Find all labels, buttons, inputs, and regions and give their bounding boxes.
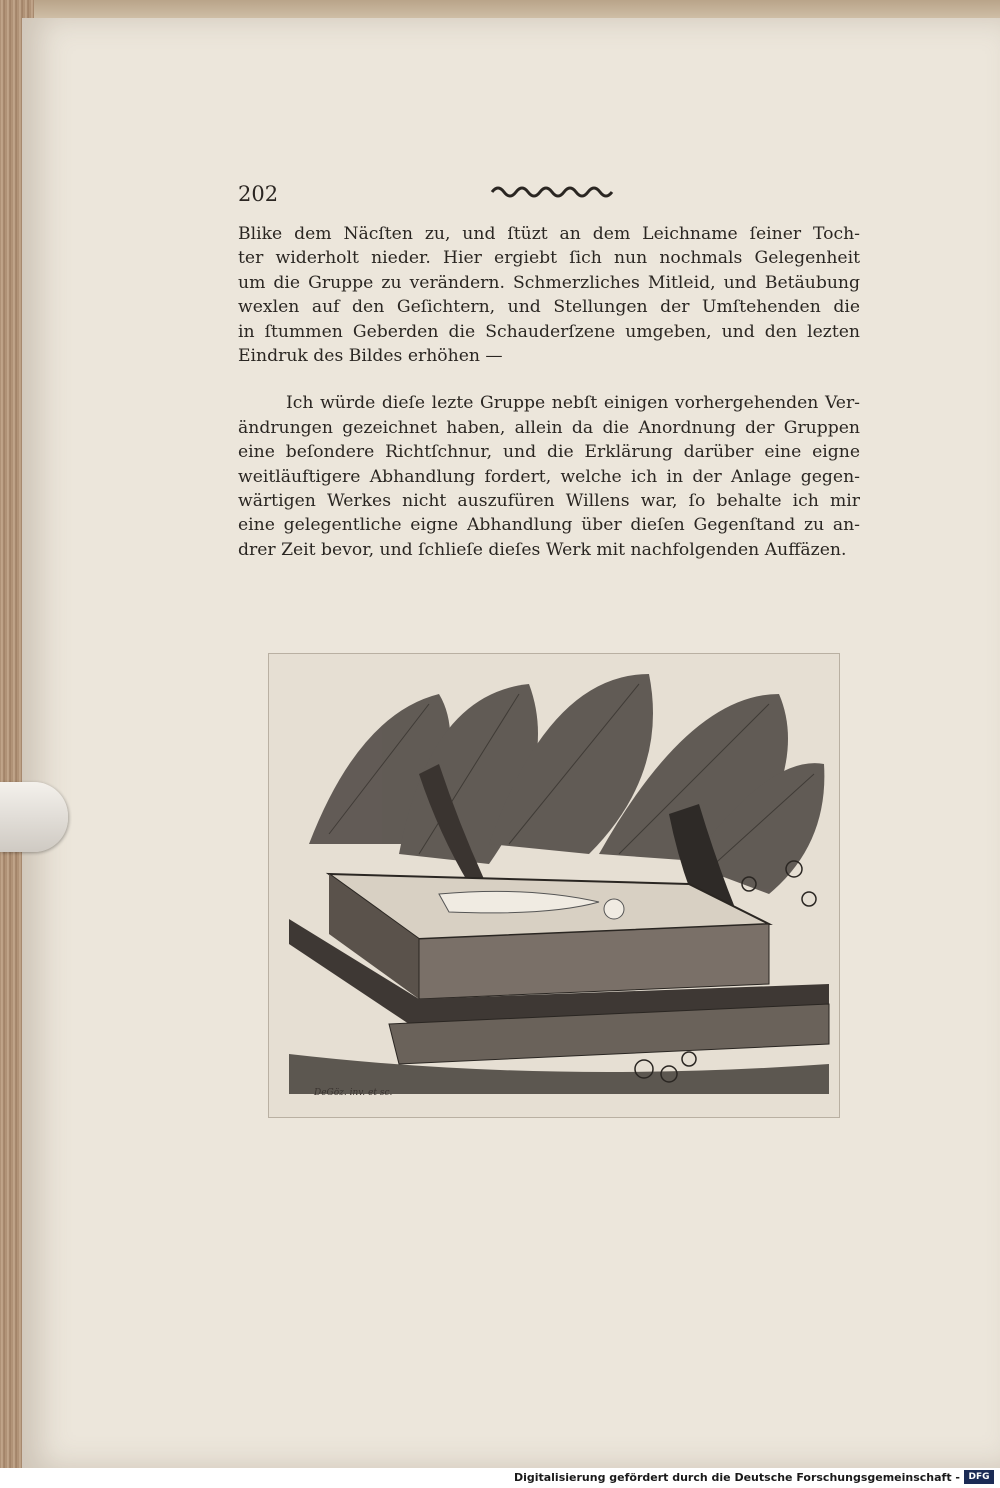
text-line: ter widerholt nieder. Hier ergiebt ſich nun nochmals Gelegenheit (238, 248, 860, 269)
page-header (238, 180, 858, 214)
footer-bar (0, 1468, 1000, 1488)
tomb-under-trees-engraving (269, 654, 839, 1117)
text-line: wexlen auf den Geſichtern, und Stellungen der Umſtehenden die (238, 297, 860, 318)
text-line: um die Gruppe zu verändern. Schmerzliches Mitleid, und Betäubung (238, 272, 860, 293)
body-text (238, 222, 860, 562)
text-line: in ſtummen Geberden die Schauderſzene umgeben, und den lezten (238, 321, 860, 342)
text-line: drer Zeit bevor, und ſchlieſe dieſes Werk mit nachfolgenden Auffäzen. (238, 539, 847, 560)
text-line: eine beſondere Richtſchnur, und die Erklärung darüber eine eigne (238, 442, 860, 463)
dfg-logo: DFG (964, 1470, 994, 1484)
paragraph-1 (238, 222, 860, 368)
engraver-signature: DeGöz. inv. et sc. (314, 1088, 393, 1098)
paragraph-2 (238, 391, 860, 562)
text-line: weitläuftigere Abhandlung fordert, welche ich in der Anlage gegen- (238, 466, 860, 487)
text-line: wärtigen Werkes nicht auszufüren Willens war, ſo behalte ich mir (238, 491, 860, 512)
text-line: Eindruk des Bildes erhöhen — (238, 346, 503, 367)
text-line: Blike dem Näcſten zu, und ſtüzt an dem Leichname ſeiner Toch- (238, 224, 860, 244)
page-number: 202 (238, 182, 279, 206)
text-line: ändrungen gezeichnet haben, allein da die Anordnung der Gruppen (238, 417, 860, 438)
text-line: eine gelegentliche eigne Abhandlung über dieſen Gegenſtand zu an- (238, 515, 860, 536)
text-line: Ich würde dieſe lezte Gruppe nebſt einigen vorhergehenden Ver- (286, 393, 860, 414)
engraving-illustration (268, 653, 840, 1118)
bookmark-tab (0, 782, 68, 852)
funding-notice: Digitalisierung gefördert durch die Deutsche Forschungsgemeinschaft - (513, 1471, 960, 1484)
wavy-ornament-icon (490, 180, 620, 204)
